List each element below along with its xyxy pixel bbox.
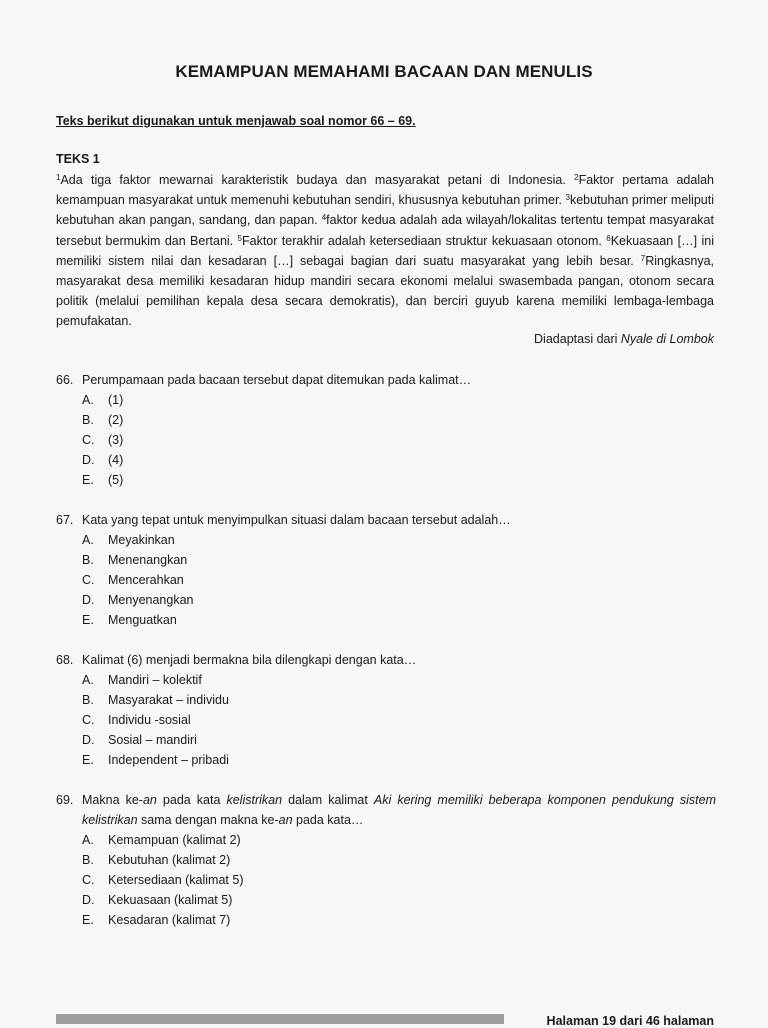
- option-list: [56, 390, 716, 490]
- question-67: [56, 510, 716, 630]
- source-prefix: Diadaptasi dari: [534, 332, 621, 346]
- option-text: Mencerahkan: [108, 573, 184, 587]
- option-c[interactable]: [82, 570, 716, 590]
- question-number: 68.: [56, 653, 74, 667]
- option-letter: B.: [82, 553, 94, 567]
- option-text: Ketersediaan (kalimat 5): [108, 873, 244, 887]
- option-letter: A.: [82, 393, 94, 407]
- intro-instruction: Teks berikut digunakan untuk menjawab soal nomor 66 – 69.: [56, 114, 416, 128]
- option-e[interactable]: [82, 750, 716, 770]
- option-text: Mandiri – kolektif: [108, 673, 202, 687]
- option-e[interactable]: [82, 610, 716, 630]
- question-stem: [82, 790, 716, 830]
- option-a[interactable]: [82, 530, 716, 550]
- option-list: [56, 530, 716, 630]
- source-attribution: [534, 332, 714, 346]
- sentence: Ada tiga faktor mewarnai karakteristik budaya dan masyarakat petani di Indonesia.: [60, 173, 575, 187]
- option-letter: E.: [82, 753, 94, 767]
- question-number: 66.: [56, 373, 74, 387]
- option-text: (2): [108, 413, 124, 427]
- sentence: kebutuhan primer meliputi kebutuhan akan pangan, sandang, dan papan.: [56, 193, 714, 228]
- sentence: faktor kedua adalah ada wilayah/lokalitas tertentu tempat masyarakat tersebut bermukim dan Bertani.: [56, 213, 714, 248]
- option-text: Kemampuan (kalimat 2): [108, 833, 241, 847]
- question-stem: Kalimat (6) menjadi bermakna bila dilengkapi dengan kata…: [82, 653, 417, 667]
- option-text: Menguatkan: [108, 613, 177, 627]
- option-letter: D.: [82, 733, 95, 747]
- option-d[interactable]: [82, 450, 716, 470]
- option-d[interactable]: [82, 890, 716, 910]
- question-number: 69.: [56, 793, 74, 807]
- option-text: Menenangkan: [108, 553, 188, 567]
- question-66: [56, 370, 716, 490]
- option-d[interactable]: [82, 730, 716, 750]
- stem-part: dalam kalimat: [282, 793, 374, 807]
- sentence: Ringkasnya, masyarakat desa memiliki kesadaran hidup mandiri secara ekonomi melalui swasembada pangan, otonom secara politik (melalui pemilihan kepala desa secara demokratis), dan berciri guyub karena memiliki lembaga-lembaga pemufakatan.: [56, 253, 714, 329]
- option-b[interactable]: [82, 550, 716, 570]
- option-e[interactable]: [82, 910, 716, 930]
- option-text: Meyakinkan: [108, 533, 175, 547]
- option-b[interactable]: [82, 410, 716, 430]
- sentence: Faktor pertama adalah kemampuan masyarakat untuk memenuhi kebutuhan sendiri, khususnya kebutuhan primer.: [56, 173, 714, 208]
- option-letter: A.: [82, 833, 94, 847]
- text-label: TEKS 1: [56, 152, 100, 166]
- option-d[interactable]: [82, 590, 716, 610]
- option-letter: C.: [82, 873, 95, 887]
- sentence-number: 1: [56, 173, 61, 182]
- option-letter: D.: [82, 593, 95, 607]
- sentence-number: 4: [321, 213, 327, 223]
- stem-part: pada kata…: [292, 813, 364, 827]
- question-stem: Kata yang tepat untuk menyimpulkan situasi dalam bacaan tersebut adalah…: [82, 513, 511, 527]
- sentence-number: 7: [640, 253, 646, 263]
- sentence-number: 3: [565, 193, 570, 203]
- option-letter: C.: [82, 433, 95, 447]
- option-text: Masyarakat – individu: [108, 693, 229, 707]
- option-a[interactable]: [82, 670, 716, 690]
- stem-part-italic: kelistrikan: [226, 793, 283, 807]
- option-text: Individu -sosial: [108, 713, 191, 727]
- option-letter: B.: [82, 853, 94, 867]
- page-title: KEMAMPUAN MEMAHAMI BACAAN DAN MENULIS: [175, 62, 593, 81]
- reading-passage: [56, 170, 714, 332]
- sentence-number: 2: [574, 173, 579, 182]
- option-text: Independent – pribadi: [108, 753, 229, 767]
- option-c[interactable]: [82, 710, 716, 730]
- option-letter: E.: [82, 613, 94, 627]
- stem-part-italic: an: [142, 793, 157, 807]
- option-text: Kekuasaan (kalimat 5): [108, 893, 233, 907]
- sentence-number: 6: [606, 233, 611, 243]
- option-a[interactable]: [82, 390, 716, 410]
- option-letter: A.: [82, 533, 94, 547]
- option-b[interactable]: [82, 690, 716, 710]
- footer-bar: [56, 1014, 504, 1024]
- question-68: [56, 650, 716, 770]
- option-a[interactable]: [82, 830, 716, 850]
- option-text: Menyenangkan: [108, 593, 194, 607]
- option-letter: C.: [82, 573, 95, 587]
- stem-part: pada kata: [156, 793, 227, 807]
- option-text: (5): [108, 473, 124, 487]
- option-c[interactable]: [82, 870, 716, 890]
- option-list: [56, 670, 716, 770]
- option-text: Kebutuhan (kalimat 2): [108, 853, 231, 867]
- sentence-number: 5: [237, 233, 242, 243]
- stem-part: Makna ke-: [82, 793, 143, 807]
- stem-part-italic: Aki kering memiliki beberapa komponen pendukung sistem kelistrikan: [82, 793, 716, 827]
- option-letter: E.: [82, 473, 94, 487]
- option-c[interactable]: [82, 430, 716, 450]
- sentence: Kekuasaan […] ini memiliki sistem nilai dan kesadaran […] sebagai bagian dari suatu masyarakat yang lebih besar.: [56, 233, 714, 268]
- question-number: 67.: [56, 513, 74, 527]
- stem-part-italic: an: [278, 813, 293, 827]
- option-text: (4): [108, 453, 124, 467]
- option-list: [56, 830, 716, 930]
- sentence: Faktor terakhir adalah ketersediaan struktur kekuasaan otonom.: [241, 233, 607, 248]
- option-letter: B.: [82, 413, 94, 427]
- option-letter: B.: [82, 693, 94, 707]
- option-e[interactable]: [82, 470, 716, 490]
- option-letter: D.: [82, 453, 95, 467]
- page-number: Halaman 19 dari 46 halaman: [546, 1014, 714, 1028]
- stem-part: sama dengan makna ke-: [137, 813, 279, 827]
- option-letter: C.: [82, 713, 95, 727]
- option-text: (3): [108, 433, 124, 447]
- question-stem: Perumpamaan pada bacaan tersebut dapat ditemukan pada kalimat…: [82, 373, 472, 387]
- option-text: (1): [108, 393, 124, 407]
- option-b[interactable]: [82, 850, 716, 870]
- option-letter: E.: [82, 913, 94, 927]
- option-text: Sosial – mandiri: [108, 733, 197, 747]
- option-letter: D.: [82, 893, 95, 907]
- question-69: [56, 790, 716, 930]
- source-title: Nyale di Lombok: [620, 332, 714, 346]
- option-letter: A.: [82, 673, 94, 687]
- option-text: Kesadaran (kalimat 7): [108, 913, 231, 927]
